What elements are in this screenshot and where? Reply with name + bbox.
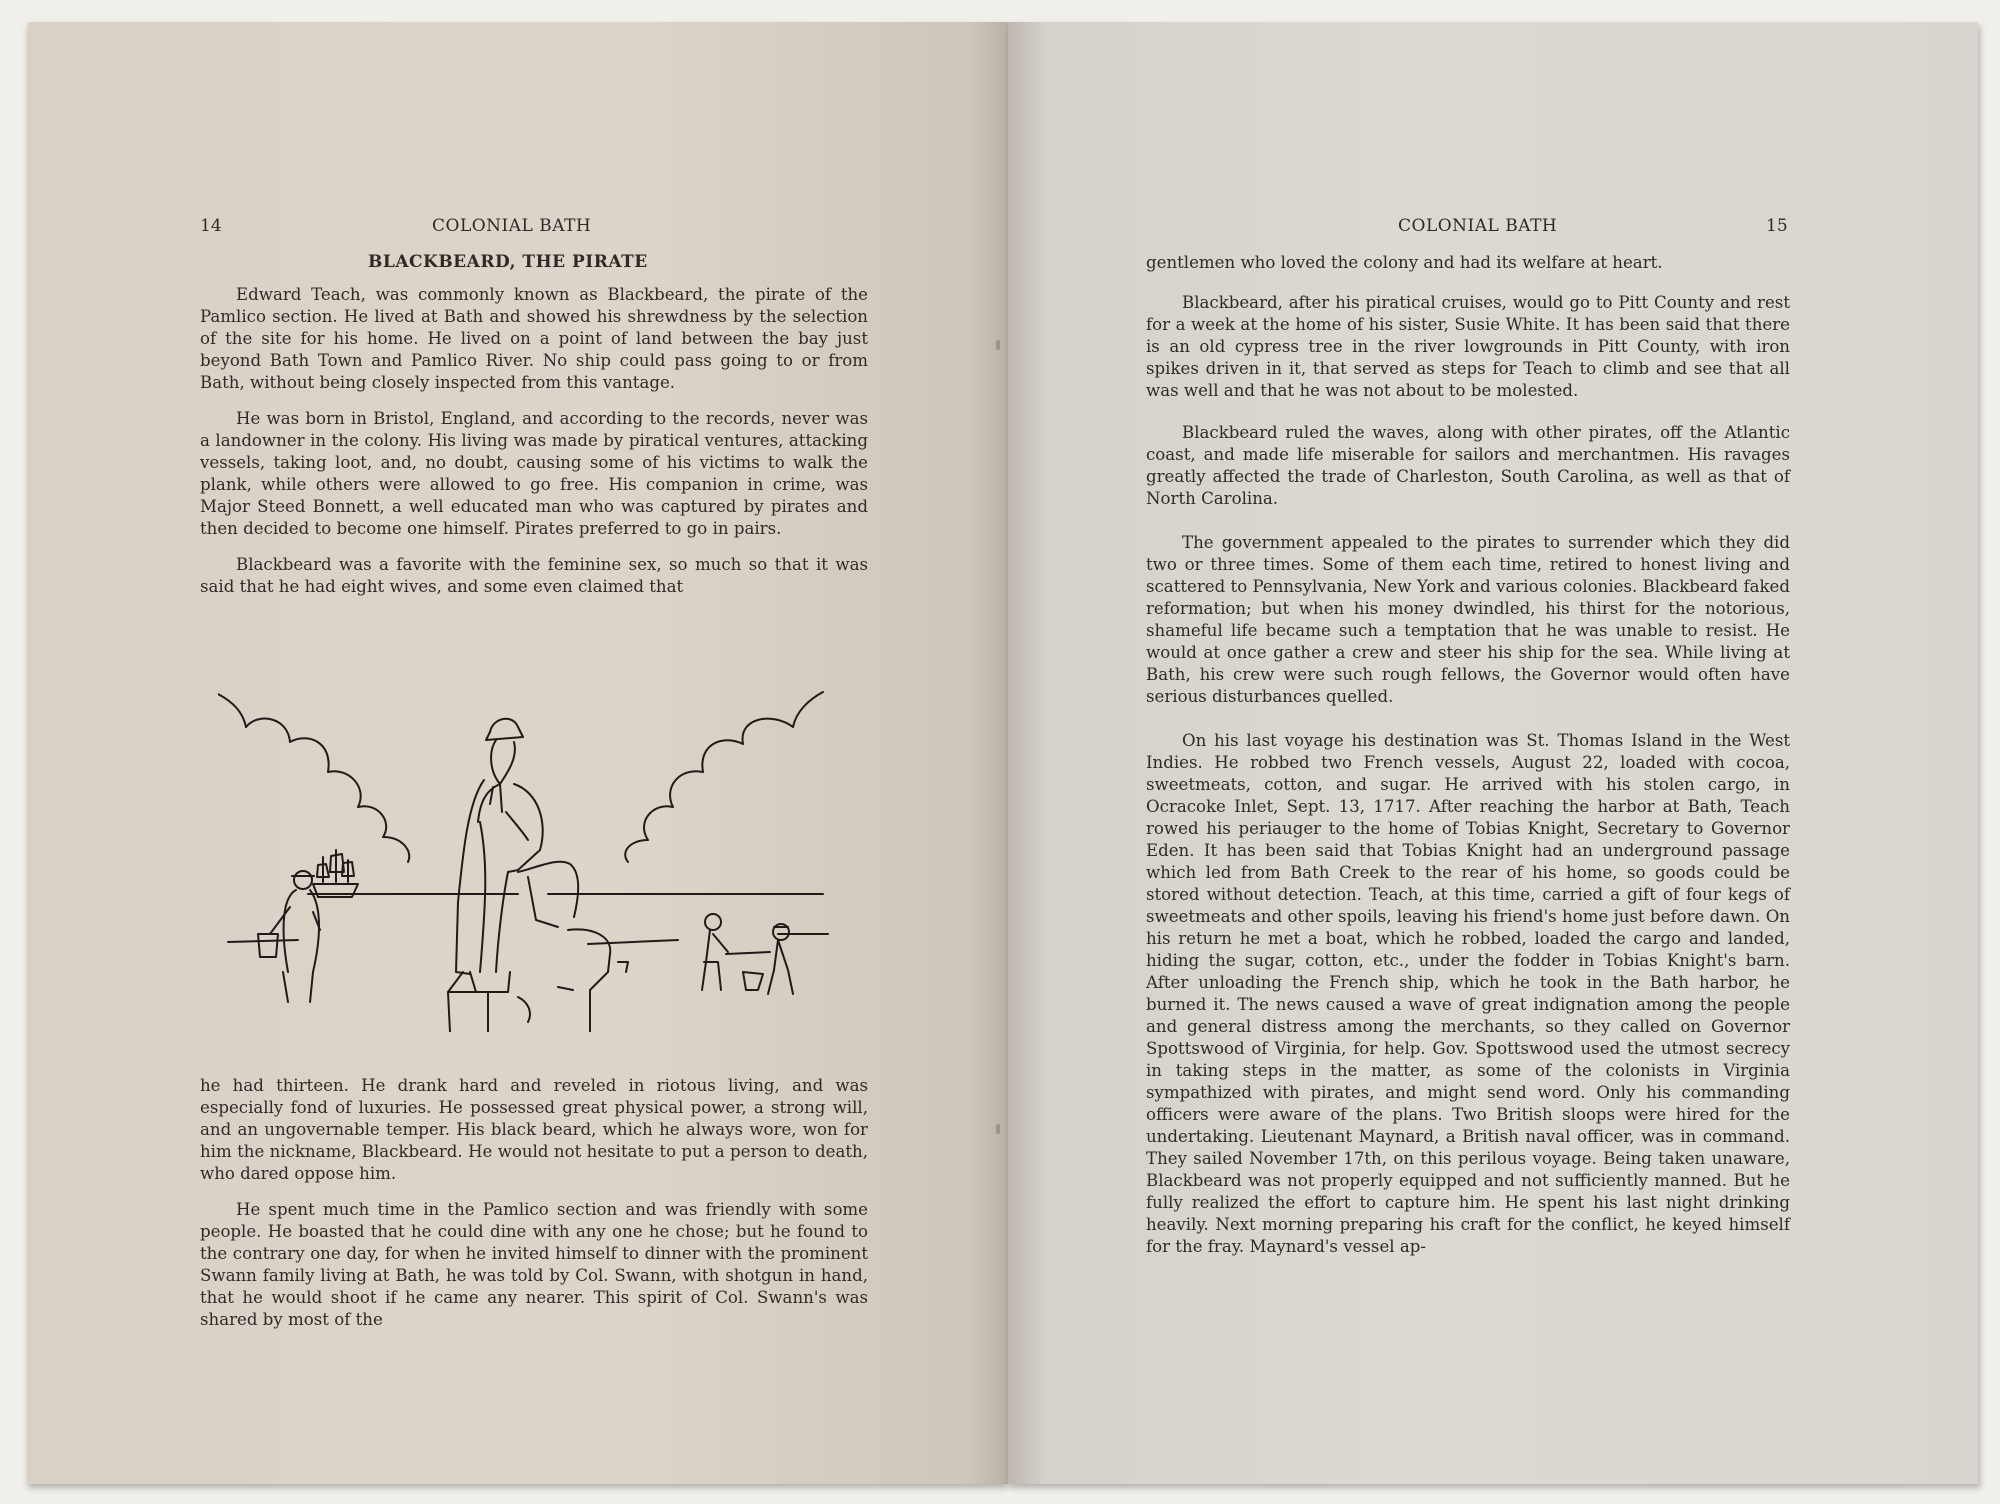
paragraph: The government appealed to the pirates to surrender which they did two or three times. Some of them each time, retired to honest living and scattered to Pennsylvania, New York and various colonies. Blackbeard faked reformation; but when his money dwindled, his thirst for the notorious, shameful life became such a temptation that he was unable to resist. He would at once gather a crew and steer his ship for the sea. While living at Bath, his crew were such rough fellows, the Governor would often have serious disturbances quelled.	[1146, 533, 1790, 706]
right-text	[1146, 252, 1790, 1272]
cloud-line	[218, 694, 246, 727]
paragraph: Edward Teach, was commonly known as Blackbeard, the pirate of the Pamlico section. He lived at Bath and showed his shrewdness by the selection of the site for his home. He lived on a point of land between the bay just beyond Bath Town and Pamlico River. No ship could pass going to or from Bath, without being closely inspected from this vantage.	[200, 285, 868, 392]
book-spread	[28, 22, 1978, 1484]
left-running-head: COLONIAL BATH	[432, 216, 592, 236]
cloud-line	[793, 692, 823, 727]
paragraph: On his last voyage his destination was St. Thomas Island in the West Indies. He robbed two French vessels, August 22, loaded with cocoa, sweetmeats, cotton, and sugar. He arrived with his stolen cargo, in Ocracoke Inlet, Sept. 13, 1717. After reaching the harbor at Bath, Teach rowed his periauger to the home of Tobias Knight, Secretary to Governor Eden. It has been said that Tobias Knight had an underground passage which led from Bath Creek to the rear of his home, so goods could be stored without detection. Teach, at this time, carried a gift of four kegs of sweetmeats and other spoils, leaving his friend's home just before dawn. On his return he met a boat, which he robbed, loaded the cargo and landed, hiding the sugar, cotton, etc., under the fodder in Tobias Knight's barn. After unloading the French ship, which he took in the Bath harbor, he burned it. The news caused a wave of great indignation among the people and general distress among the merchants, so they called on Governor Spottswood of Virginia, for help. Gov. Spottswood used the utmost secrecy in taking steps in the matter, as some of the colonists in Virginia sympathized with pirates, and might send word. Only his commanding officers were aware of the plans. Two British sloops were hired for the undertaking. Lieutenant Maynard, a British naval officer, was in command. They sailed November 17th, on this perilous voyage. Being taken unaware, Blackbeard was not properly equipped and not sufficiently manned. But he fully realized the effort to capture him. He spent his last night drinking heavily. Next morning preparing his craft for the conflict, he keyed himself for the fray. Maynard's vessel ap-	[1146, 731, 1790, 1256]
blackbeard-illustration	[218, 672, 858, 1032]
figure-left	[258, 871, 320, 1002]
paragraph: Blackbeard ruled the waves, along with other pirates, off the Atlantic coast, and made life miserable for sailors and merchantmen. His ravages greatly affected the trade of Charleston, South Carolina, as well as that of North Carolina.	[1146, 423, 1790, 508]
paragraph: He spent much time in the Pamlico section and was friendly with some people. He boasted that he could dine with any one he chose; but he found to the contrary one day, for when he invited himself to dinner with the prominent Swann family living at Bath, he was told by Col. Swann, with shotgun in hand, that he would shoot if he came any nearer. This spirit of Col. Swann's was shared by most of the	[200, 1200, 868, 1329]
rock-pedestal	[448, 929, 628, 1032]
cloud-left	[246, 719, 409, 862]
article-heading: BLACKBEARD, THE PIRATE	[368, 252, 648, 272]
staple	[996, 340, 1000, 350]
paragraph: He was born in Bristol, England, and according to the records, never was a landowner in the colony. His living was made by piratical ventures, attacking vessels, taking loot, and, no doubt, causing some of his victims to walk the plank, while others were allowed to go free. His companion in crime, was Major Steed Bonnett, a well educated man who was captured by pirates and then decided to become one himself. Pirates preferred to go in pairs.	[200, 409, 868, 538]
paragraph: Blackbeard, after his piratical cruises, would go to Pitt County and rest for a week at the home of his sister, Susie White. It has been said that there is an old cypress tree in the river lowgrounds in Pitt County, with iron spikes driven in it, that served as steps for Teach to climb and see that all was well and that he was not about to be molested.	[1146, 293, 1790, 400]
left-text-top	[200, 284, 868, 612]
right-running-head: COLONIAL BATH	[1398, 216, 1558, 236]
right-page	[1008, 22, 1978, 1484]
paragraph: Blackbeard was a favorite with the feminine sex, so much so that it was said that he had eight wives, and some even claimed that	[200, 555, 868, 596]
cloud-right	[625, 719, 793, 862]
left-page-number: 14	[200, 216, 222, 236]
paragraph: gentlemen who loved the colony and had its welfare at heart.	[1146, 253, 1663, 272]
figures-right	[702, 914, 793, 994]
pirate-figure	[456, 719, 578, 992]
staple	[996, 1124, 1000, 1134]
ship-icon	[313, 850, 358, 897]
paragraph: he had thirteen. He drank hard and reveled in riotous living, and was especially fond of luxuries. He possessed great physical power, a strong will, and an ungovernable temper. His black beard, which he always wore, won for him the nickname, Blackbeard. He would not hesitate to put a person to death, who dared oppose him.	[200, 1076, 868, 1183]
left-page	[28, 22, 1008, 1484]
left-text-bottom	[200, 1075, 868, 1345]
right-page-number: 15	[1766, 216, 1788, 236]
